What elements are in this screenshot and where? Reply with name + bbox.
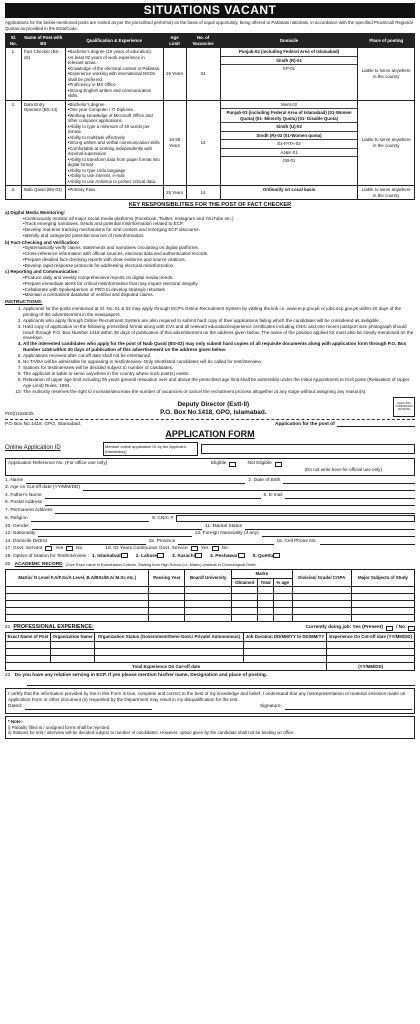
- instruction-item: 1. Applicants for the posts mentioned at Sl. No. 01 & 02 may apply through ECP's Online Recruitment System by visiting the link i.e. www.ecp.gov.pk or jobs.ecp.gov.pk within 20 days of the printing of the advertisement in the newspapers.: [23, 306, 415, 317]
- station-checkbox[interactable]: [238, 553, 245, 558]
- academic-cell[interactable]: [351, 587, 414, 594]
- govt-service-label: 18. 02 Years Continuous Govt. Service: [105, 546, 188, 551]
- station-option: [172, 553, 202, 560]
- responsibility-list: [23, 216, 415, 239]
- academic-row: [6, 601, 415, 608]
- domicile-quota: Ex-FATA-02: [221, 140, 358, 149]
- service-no-label: No: [221, 546, 228, 551]
- academic-cell[interactable]: [232, 594, 258, 601]
- academic-cell[interactable]: [258, 608, 274, 615]
- academic-title: ACADEMIC RECORD: [14, 561, 63, 567]
- not-eligible-checkbox[interactable]: [275, 462, 282, 467]
- qualification-item: • Ability to use internet, e-mail: [68, 173, 161, 179]
- foreign-label: 13. Foreign Nationality (if any): [194, 531, 259, 537]
- instruction-item: 6. No TA/DA will be admissible for appearing in test/interview. Only shortlisted candidates will be called for test/interview.: [23, 359, 415, 365]
- experience-number: 21: [5, 624, 11, 630]
- responsibility-heading: c) Reporting and Communication:: [5, 269, 80, 275]
- responsibility-heading: a) Digital Media Monitoring:: [5, 209, 66, 215]
- qualification-item: • Ability to type Urdu language: [68, 168, 161, 174]
- posts-table: [5, 33, 415, 200]
- form-pobox: P.O Box No.1418, GPO, Islamabad.: [5, 421, 82, 427]
- academic-cell[interactable]: [258, 615, 274, 622]
- cell-input[interactable]: [320, 540, 415, 545]
- academic-cell[interactable]: [292, 601, 351, 608]
- academic-cell[interactable]: [149, 601, 185, 608]
- academic-cell[interactable]: [149, 615, 185, 622]
- experience-cell[interactable]: [95, 655, 244, 662]
- post-age: 18-28 Years: [163, 100, 186, 186]
- banner-title: SITUATIONS VACANT: [5, 3, 415, 18]
- qualification-item: • Strong English written and communication skills.: [68, 88, 161, 99]
- service-no-checkbox[interactable]: [212, 546, 219, 551]
- academic-cell[interactable]: [351, 615, 414, 622]
- district-label: 14. Domicile District: [5, 538, 48, 544]
- form-title: APPLICATION FORM: [165, 429, 255, 440]
- academic-cell[interactable]: [232, 587, 258, 594]
- qualification-item: • Proficiency in MS Office: [68, 82, 161, 88]
- academic-cell[interactable]: [185, 601, 232, 608]
- province-input[interactable]: [178, 540, 273, 545]
- academic-table: [5, 569, 415, 622]
- nationality-label: 12. Nationality: [5, 531, 36, 537]
- post-vacancies: 14: [186, 100, 220, 186]
- relative-number: 22.: [5, 673, 12, 679]
- qualification-item: • Primary Pass.: [68, 187, 161, 193]
- academic-cell[interactable]: [292, 587, 351, 594]
- father-input[interactable]: [45, 494, 261, 499]
- marital-label: 11. Marital Status: [205, 523, 242, 529]
- post-vacancies: 04: [186, 48, 220, 101]
- eligible-label: Eligible: [211, 460, 227, 466]
- qualification-item: • Working knowledge of Microsoft Office and other computer applications.: [68, 113, 161, 124]
- post-name: Fact Checker (BS-16): [21, 48, 65, 101]
- academic-cell[interactable]: [273, 608, 292, 615]
- instruction-item: 3. Hard copy of application on the following prescribed format along with CVs and all relevant education/experience certificates including CNIC and one recent passport size photograph should reach through P.O. Box Number 1418 within 30 days of publication of this advertisement on the address given below. The name of the position applied for must also be clearly mentioned on the envelope.: [23, 324, 415, 341]
- signature-label: Signature:: [259, 703, 282, 709]
- qualification-item: • Ability to use Antivirus to protect critical data.: [68, 179, 161, 185]
- station-label: 19. Option of Station for Test/Interview :: [5, 553, 89, 559]
- responsibility-list: [23, 245, 415, 268]
- academic-cell[interactable]: [273, 587, 292, 594]
- station-option: [136, 553, 164, 560]
- academic-cell[interactable]: [258, 601, 274, 608]
- post-qualifications: [65, 186, 163, 200]
- experience-cell[interactable]: [51, 648, 95, 655]
- domicile-quota: KP-01: [282, 66, 296, 71]
- station-label: 3. Karachi: [172, 554, 195, 560]
- total-experience-input[interactable]: (YY/MM/DD): [327, 662, 415, 671]
- station-option: [92, 553, 128, 560]
- nationality-input[interactable]: [38, 532, 191, 537]
- instruction-item: 9. Relaxation of upper age limit including 05 years general relaxation over and above the prescribed age limit shall be admissible under the Initial Appointment to Civil posts (Relaxation of Upper Age Limit) Rules, 1993.: [23, 377, 415, 388]
- instruction-item: 2. Applicants who apply through Online Recruitment System are also required to submit hard copy of their applications failing which the candidates will be considered as ineligible.: [23, 318, 415, 324]
- post-row: [6, 186, 415, 200]
- exp-col-2: Organization Status (Government/Semi-Govt./ Private/ Autonomous): [95, 633, 244, 642]
- qualification-item: • Comfortable at working independently with minimal supervision: [68, 146, 161, 157]
- responsibility-item: • Collaborate with Spokesperson or PRO to develop strategic rebuttals.: [23, 287, 415, 293]
- relative-question: Do you have any relative serving in ECP. If yes please mention his/her name, Designation and place of posting.: [14, 673, 268, 679]
- experience-cell[interactable]: [95, 641, 244, 648]
- posting-label: Application for the post of: [275, 421, 335, 427]
- govt-yes-label: Yes: [55, 546, 64, 551]
- post-place: Liable to serve anywhere in the country: [358, 186, 415, 200]
- domicile-quota: Punjab-02 (including Federal Area of Islamabad): [221, 48, 358, 57]
- domicile-quota: Sindh (R)-03 (01-Women quota): [221, 132, 358, 141]
- director-address: P.O. Box No.1418, GPO, Islamabad.: [160, 408, 267, 416]
- foreign-input[interactable]: [262, 532, 415, 537]
- station-option: [210, 553, 245, 560]
- experience-cell[interactable]: [243, 641, 327, 648]
- currently-yes-checkbox[interactable]: [386, 626, 393, 631]
- religion-input[interactable]: [31, 517, 149, 522]
- cut-line: [5, 419, 415, 420]
- academic-row: [6, 587, 415, 594]
- posts-col-6: Place of posting: [358, 34, 415, 48]
- qualification-item: • Bachelor's degree (16 years of education).: [68, 49, 161, 55]
- posts-col-0: Sl. No.: [6, 34, 22, 48]
- qualification-item: • Strong written and verbal communication skills: [68, 140, 161, 146]
- age-input[interactable]: [83, 486, 415, 491]
- academic-cell[interactable]: [6, 601, 149, 608]
- station-label: 2. Lahore: [135, 554, 158, 560]
- govt-servant-label: 17. Govt. Servant: [5, 546, 43, 551]
- instruction-item: 7. Stations for test/interview will be decided subject to number of candidates.: [23, 365, 415, 371]
- exp-col-1: Organization Name: [52, 634, 93, 640]
- ecp-logo: ELECTION COMMISSION PAKISTAN: [393, 397, 415, 417]
- domicile-quota: Ordinarily on Local basis: [262, 187, 316, 192]
- name-label: 1. Name: [5, 477, 24, 483]
- academic-cell[interactable]: [273, 594, 292, 601]
- dob-input[interactable]: [283, 479, 415, 484]
- academic-cell[interactable]: [232, 601, 258, 608]
- responsibilities-title: KEY RESPONSIBILITIES FOR THE POST OF FACT CHECKER: [128, 202, 292, 208]
- qualification-item: • Bachelor's degree: [68, 102, 161, 108]
- station-label: 5. Quetta: [252, 554, 274, 560]
- responsibility-heading: b) Fact-Checking and Verification:: [5, 239, 80, 245]
- academic-cell[interactable]: [149, 587, 185, 594]
- cnic-label: 9. CNIC #: [152, 516, 174, 522]
- eligible-checkbox[interactable]: [229, 462, 236, 467]
- online-id-note: Mention online application ID by the Applicant. (Mandatory): [103, 442, 198, 456]
- online-id-label: Online Application ID: [5, 445, 61, 452]
- domicile-quota: Merit-02: [221, 101, 358, 110]
- post-age: 28 Years: [163, 48, 186, 101]
- academic-row: [6, 608, 415, 615]
- academic-cell[interactable]: [351, 608, 414, 615]
- academic-cell[interactable]: [273, 601, 292, 608]
- post-qualifications: [65, 100, 163, 186]
- academic-cell[interactable]: [185, 608, 232, 615]
- post-age: 25 Years: [163, 186, 186, 200]
- religion-label: 8. Religion: [5, 516, 28, 522]
- qualification-list: [68, 49, 161, 99]
- dob-label: 2. Date of Birth: [248, 477, 281, 483]
- posts-col-1: Name of Post with BS: [21, 34, 65, 48]
- instruction-item: 5. Applications received after cut-off date shall not be entertained.: [23, 353, 415, 359]
- qualification-item: • At least 02 years of work experience in relevant areas.: [68, 55, 161, 66]
- experience-cell[interactable]: [51, 655, 95, 662]
- academic-cell[interactable]: [185, 615, 232, 622]
- academic-cell[interactable]: [351, 594, 414, 601]
- post-row: [6, 100, 415, 186]
- online-id-input[interactable]: [201, 444, 415, 454]
- gender-input[interactable]: [32, 525, 202, 530]
- permanent-input[interactable]: [55, 509, 415, 514]
- academic-cell[interactable]: [232, 615, 258, 622]
- notes-title: * Note:-: [8, 719, 24, 725]
- certification-text: I certify that the information provided by me in this Form is true, complete and correct to the best of my knowledge and belief, I understand that any misrepresentation or material omission made on Application Form or other document (s) requested by the Department may result in my disqualification for the test.: [8, 690, 406, 702]
- service-yes-label: Yes: [200, 546, 209, 551]
- academic-note: (Give Exact name in Examination Column, Starting from High School (i.e. Matric) onwards in Chronological Order.: [65, 562, 257, 567]
- experience-title: PROFESSIONAL EXPERIENCE:: [13, 624, 94, 631]
- postal-input[interactable]: [45, 501, 415, 506]
- experience-row: [6, 641, 415, 648]
- academic-number: 20.: [5, 561, 12, 567]
- age-label: 3. Age on Cut-off date (YY/MM/DD): [5, 485, 81, 491]
- govt-no-checkbox[interactable]: [66, 546, 73, 551]
- not-eligible-label: Not Eligible: [247, 460, 272, 466]
- experience-cell[interactable]: [6, 648, 51, 655]
- post-domicile: [220, 186, 358, 200]
- experience-cell[interactable]: [51, 641, 95, 648]
- acad-col-obtained: Obtained: [232, 578, 258, 587]
- posts-col-5: Domicile: [220, 34, 358, 48]
- station-label: 1. Islamabad: [91, 554, 121, 560]
- academic-cell[interactable]: [258, 594, 274, 601]
- cell-label: 16. Cell Phone No.: [276, 538, 317, 544]
- academic-cell[interactable]: [6, 594, 149, 601]
- acad-col-exam: Matric/ O Level F.A/F.Sc/A Level, B.A/BSc/M.A/ M.Sc etc.): [6, 570, 149, 587]
- posting-input[interactable]: [337, 422, 415, 427]
- dated-input[interactable]: [25, 705, 152, 710]
- total-experience-label: Total Experience On Cut-off date: [6, 662, 327, 671]
- office-note: (Do not write here-for official use only): [304, 466, 382, 472]
- academic-cell[interactable]: [6, 608, 149, 615]
- academic-cell[interactable]: [185, 594, 232, 601]
- marital-input[interactable]: [245, 525, 415, 530]
- acad-col-board: Board/ University: [185, 570, 232, 587]
- responsibility-item: • Maintain a centralized database of verified and disputed claims.: [23, 292, 415, 298]
- station-label: 4. Peshawar: [209, 554, 238, 560]
- post-place: Liable to serve anywhere in the country: [358, 100, 415, 186]
- experience-row: [6, 648, 415, 655]
- experience-cell[interactable]: [327, 648, 415, 655]
- responsibility-item: • Prepare detailed fact-checking reports with clear evidence and source citations.: [23, 257, 415, 263]
- qualification-item: • Ability to multitask effectively: [68, 135, 161, 141]
- academic-cell[interactable]: [232, 608, 258, 615]
- qualification-item: • Knowledge of the electoral context in Pakistan.: [68, 66, 161, 72]
- responsibility-item: • Continuously monitor all major social media platforms (Facebook, Twitter, Instagram and YouTube etc.): [23, 216, 415, 222]
- responsibility-item: • Systematically verify claims, statements and narratives circulating on digital platforms.: [23, 245, 415, 251]
- domicile-quota: Sindh (U)-02: [221, 123, 358, 132]
- permanent-label: 7. Permanent Address: [5, 507, 53, 513]
- instructions-title: INSTRUCTIONS:: [5, 300, 43, 305]
- experience-row: [6, 655, 415, 662]
- academic-cell[interactable]: [258, 587, 274, 594]
- station-checkbox[interactable]: [157, 553, 164, 558]
- academic-cell[interactable]: [149, 594, 185, 601]
- currently-no-label: / No: [395, 624, 405, 630]
- acad-col-division: Division/ Grade/ CGPA: [292, 570, 351, 587]
- posts-col-3: Age Limit: [163, 34, 186, 48]
- notes-box: [5, 716, 415, 739]
- application-form: [5, 422, 415, 739]
- father-label: 4. Father's Name: [5, 492, 42, 498]
- station-checkbox[interactable]: [195, 553, 202, 558]
- name-input[interactable]: [26, 479, 245, 484]
- experience-cell[interactable]: [327, 655, 415, 662]
- exp-col-3: Job Duration DD/MM/YY to DD/MM/YY: [243, 633, 327, 642]
- acad-col-year: Passing Year: [149, 570, 185, 587]
- relative-input[interactable]: [27, 681, 415, 686]
- exp-col-4: Experience On Cut-off date (YY/MM/DD): [327, 633, 415, 642]
- service-yes-checkbox[interactable]: [191, 546, 198, 551]
- exp-col-0: Exact Name of Post: [6, 633, 51, 642]
- signature-block: [5, 397, 415, 417]
- posts-col-4: No. of Vacancies: [186, 34, 220, 48]
- certification-box: [5, 688, 415, 714]
- email-label: 5. E-mail: [263, 492, 283, 498]
- post-number: 1.: [6, 48, 22, 101]
- responsibility-item: • Track emerging narratives, trends and potential misinformation related to ECP.: [23, 221, 415, 227]
- post-qualifications: [65, 48, 163, 101]
- cnic-input[interactable]: [176, 515, 415, 522]
- experience-cell[interactable]: [6, 655, 51, 662]
- responsibility-item: • Develop real-time tracking mechanisms for viral content and emerging ECP discourse.: [23, 227, 415, 233]
- academic-cell[interactable]: [292, 615, 351, 622]
- post-place: Liable to serve anywhere in the country: [358, 48, 415, 101]
- academic-cell[interactable]: [6, 615, 149, 622]
- responsibility-item: • Identify and categorize potential sources of misinformation.: [23, 233, 415, 239]
- currently-no-checkbox[interactable]: [408, 626, 415, 631]
- responsibility-item: • Prepare immediate alerts for critical misinformation that may impact electoral integrity.: [23, 281, 415, 287]
- note-item: i) Partially filled in / unsigned forms shall be rejected.: [8, 724, 111, 730]
- instruction-item: 10. The Authority reserves the right to increase/decrease the number of vacancies or cancel the recruitment process altogether at any stage without assigning any reason(s).: [23, 389, 415, 395]
- domicile-quota: AJ&K-01: [221, 149, 358, 158]
- email-input[interactable]: [285, 494, 415, 499]
- currently-label: Currently doing job: Yes (Present): [305, 624, 383, 630]
- academic-cell[interactable]: [149, 608, 185, 615]
- experience-cell[interactable]: [6, 641, 51, 648]
- province-label: 15. Province: [148, 538, 176, 544]
- instructions-section: [5, 300, 415, 395]
- postal-label: 6. Postal Address: [5, 500, 43, 506]
- domicile-quota: GB-01: [282, 158, 296, 163]
- responsibilities-section: [5, 210, 415, 298]
- intro-text: Applications for the below-mentioned posts are invited as per the prescribed performa) on the basis of equal opportunity, being offered to Pakistani nationals, in accordance with the specified Provincial/ Regional Quotas as provided in the Esta/Code.: [5, 20, 413, 31]
- responsibility-item: • Develop rapid response protocols for addressing electoral misinformation.: [23, 263, 415, 269]
- qualification-list: [68, 102, 161, 185]
- experience-cell[interactable]: [95, 648, 244, 655]
- instruction-item: 8. The applicant is liable to serve anywhere in the country where such post(s) exists.: [23, 371, 415, 377]
- qualification-list: [68, 187, 161, 193]
- academic-cell[interactable]: [351, 601, 414, 608]
- post-vacancies: 14: [186, 186, 220, 200]
- post-name: Data Entry Operator (BS-14): [21, 100, 65, 186]
- domicile-quota: Punjab-03 (including Federal Area of Islamabad) (01-Women Quota) (01- Minority Quota) (01- Disable Quota): [221, 109, 358, 123]
- instruction-item: 4. All the interested candidates who apply for the post of Naib Qasid (BS-02) may only submit hard copies of all requisite documents along with application form through P.O. Box Number 1418 within 30 days of publication of this advertisement on the address given below.: [23, 341, 415, 352]
- dated-label: Dated:: [8, 703, 23, 709]
- post-row: [6, 48, 415, 101]
- experience-cell[interactable]: [243, 648, 327, 655]
- academic-cell[interactable]: [6, 587, 149, 594]
- academic-cell[interactable]: [185, 587, 232, 594]
- posts-col-2: Qualification & Experience: [65, 34, 163, 48]
- academic-cell[interactable]: [273, 615, 292, 622]
- station-checkbox[interactable]: [121, 553, 128, 558]
- domicile-quota: Sindh (R)-01: [221, 57, 358, 66]
- director-title: Deputy Director (Estt-II): [177, 400, 250, 408]
- station-checkbox[interactable]: [273, 553, 280, 558]
- qualification-item: • Experience working with international NGOs shall be preferred.: [68, 71, 161, 82]
- acad-col-marks: Marks: [232, 570, 292, 579]
- qualification-item: • One year Computer / IT Diploma.: [68, 107, 161, 113]
- post-domicile: [220, 48, 358, 101]
- responsibility-list: [23, 275, 415, 298]
- govt-no-label: No: [76, 546, 83, 551]
- office-box: [5, 458, 415, 476]
- station-option: [253, 553, 281, 560]
- pid-label: PID(I)1626/25: [5, 410, 34, 416]
- post-number: 2.: [6, 100, 22, 186]
- note-item: ii) Stations for test / interview will be decided subject to number of candidates. However, option given by the candidate shall not be binding on office.: [8, 730, 295, 736]
- post-domicile: [220, 100, 358, 186]
- experience-table: [5, 632, 415, 671]
- acad-col-percent: % age: [273, 578, 292, 587]
- acad-col-subjects: Major Subjects of Study: [351, 570, 414, 587]
- ref-label: Application Reference No. (For office use only): [8, 460, 108, 466]
- acad-col-total: Total: [258, 578, 274, 587]
- qualification-item: • Ability to type a minimum of 40 words per minute: [68, 124, 161, 135]
- responsibility-item: • Cross-reference information with official sources, electoral data and authenticated records.: [23, 251, 415, 257]
- experience-cell[interactable]: [327, 641, 415, 648]
- experience-cell[interactable]: [243, 655, 327, 662]
- academic-row: [6, 594, 415, 601]
- qualification-item: • Ability to transform data from paper format into digital format: [68, 157, 161, 168]
- district-input[interactable]: [50, 540, 145, 545]
- academic-cell[interactable]: [292, 608, 351, 615]
- govt-yes-checkbox[interactable]: [45, 546, 52, 551]
- academic-row: [6, 615, 415, 622]
- signature-input[interactable]: [285, 705, 412, 710]
- post-number: 3.: [6, 186, 22, 200]
- post-name: Naib Qasid (BS-02): [21, 186, 65, 200]
- gender-label: 10. Gender: [5, 523, 30, 529]
- academic-cell[interactable]: [292, 594, 351, 601]
- responsibility-item: • Produce daily and weekly comprehensive reports on digital media trends.: [23, 275, 415, 281]
